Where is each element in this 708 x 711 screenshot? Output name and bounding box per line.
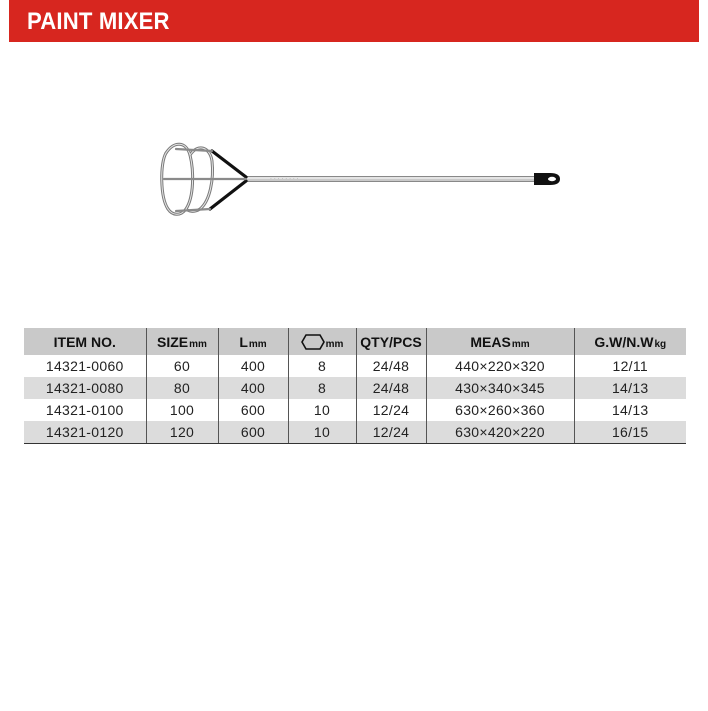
hex-cell: 10 bbox=[288, 421, 356, 444]
length-cell: 400 bbox=[218, 355, 288, 377]
meas-cell: 440×220×320 bbox=[426, 355, 574, 377]
item-no-cell: 14321-0100 bbox=[24, 399, 146, 421]
weight-cell: 14/13 bbox=[574, 377, 686, 399]
paint-mixer-image bbox=[150, 135, 580, 225]
hex-cell: 10 bbox=[288, 399, 356, 421]
svg-text:· · · · · · · ·: · · · · · · · · bbox=[270, 176, 299, 183]
header-item-no: ITEM NO. bbox=[24, 328, 146, 355]
qty-cell: 24/48 bbox=[356, 377, 426, 399]
size-cell: 100 bbox=[146, 399, 218, 421]
hex-unit: mm bbox=[325, 338, 344, 350]
header-meas: MEASmm bbox=[426, 328, 574, 355]
hexagon-icon bbox=[301, 334, 325, 350]
spec-table bbox=[24, 328, 686, 444]
weight-unit: kg bbox=[654, 338, 667, 350]
header-qty: QTY/PCS bbox=[356, 328, 426, 355]
header-size: SIZEmm bbox=[146, 328, 218, 355]
item-no-cell: 14321-0080 bbox=[24, 377, 146, 399]
qty-cell: 24/48 bbox=[356, 355, 426, 377]
title-banner bbox=[9, 0, 699, 42]
page-title: PAINT MIXER bbox=[27, 8, 170, 35]
length-cell: 400 bbox=[218, 377, 288, 399]
length-cell: 600 bbox=[218, 421, 288, 444]
header-length: Lmm bbox=[218, 328, 288, 355]
size-cell: 60 bbox=[146, 355, 218, 377]
item-no-cell: 14321-0060 bbox=[24, 355, 146, 377]
meas-cell: 430×340×345 bbox=[426, 377, 574, 399]
header-hex bbox=[288, 328, 356, 355]
table-row bbox=[24, 377, 686, 399]
size-cell: 80 bbox=[146, 377, 218, 399]
hex-cell: 8 bbox=[288, 355, 356, 377]
item-no-cell: 14321-0120 bbox=[24, 421, 146, 444]
weight-cell: 16/15 bbox=[574, 421, 686, 444]
weight-cell: 12/11 bbox=[612, 358, 648, 374]
size-unit: mm bbox=[189, 338, 207, 350]
length-unit: mm bbox=[248, 338, 267, 350]
weight-cell: 14/13 bbox=[611, 402, 649, 418]
table-row bbox=[24, 399, 686, 421]
table-row bbox=[24, 421, 686, 444]
meas-cell: 630×420×220 bbox=[426, 421, 574, 444]
meas-cell: 630×260×360 bbox=[426, 399, 574, 421]
table-row bbox=[24, 355, 686, 377]
qty-cell: 12/24 bbox=[356, 399, 426, 421]
header-weight: G.W/N.Wkg bbox=[574, 328, 686, 355]
qty-cell: 12/24 bbox=[356, 421, 426, 444]
hex-cell: 8 bbox=[288, 377, 356, 399]
length-cell: 600 bbox=[218, 399, 288, 421]
size-cell: 120 bbox=[146, 421, 218, 444]
table-header-row bbox=[24, 328, 686, 355]
meas-unit: mm bbox=[511, 338, 530, 350]
